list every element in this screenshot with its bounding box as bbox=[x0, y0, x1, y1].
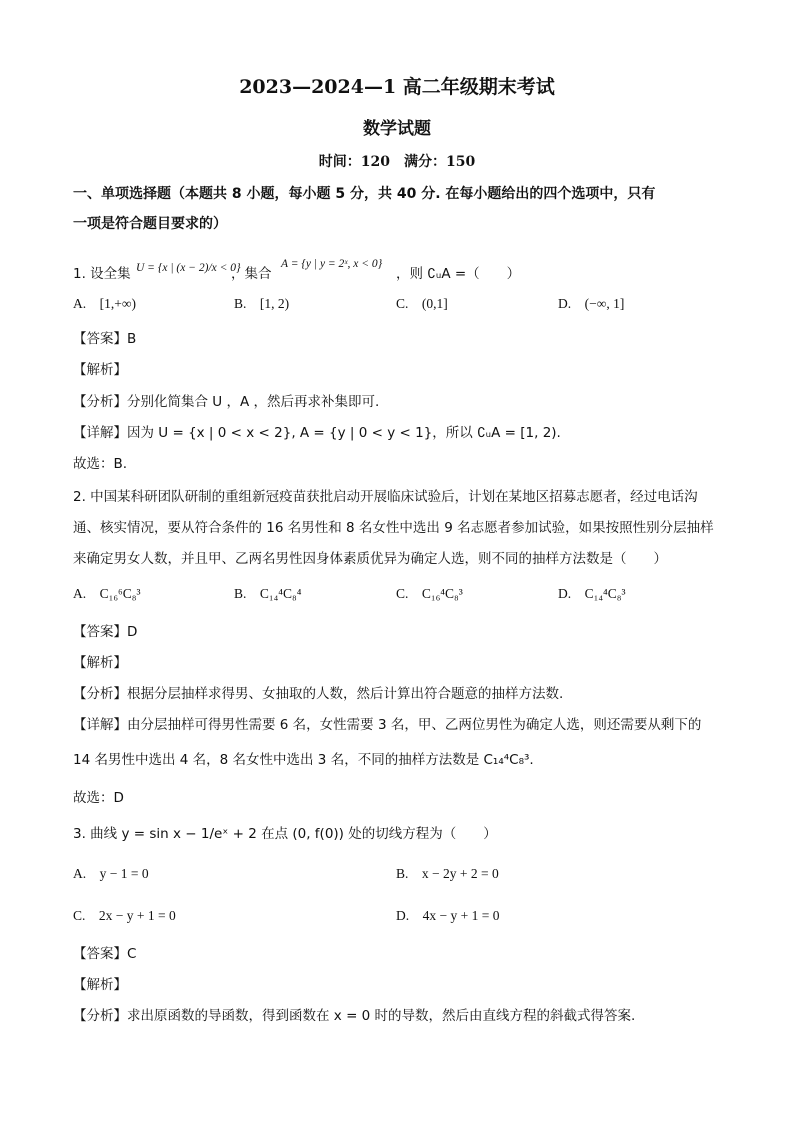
q2-xiangjie-line1: 【详解】由分层抽样可得男性需要 6 名，女性需要 3 名，甲、乙两位男性为确定人选，则还需要从剩下的 bbox=[73, 717, 702, 733]
section-heading-line1: 一、单项选择题（本题共 8 小题，每小题 5 分，共 40 分. 在每小题给出的四个选项中，只有 bbox=[73, 186, 656, 202]
q2-option-c: C. C₁₆⁴C₈³ bbox=[396, 586, 463, 601]
q1-option-c: C. (0,1] bbox=[396, 296, 448, 311]
q2-fenxi: 【分析】根据分层抽样求得男、女抽取的人数，然后计算出符合题意的抽样方法数. bbox=[73, 686, 564, 702]
q3-option-c: C. 2x − y + 1 = 0 bbox=[73, 908, 176, 923]
q1-analysis-label: 【解析】 bbox=[73, 362, 127, 378]
q1-fenxi: 【分析】分别化简集合 U ，A ，然后再求补集即可. bbox=[73, 394, 380, 410]
q2-stem-line2: 通、核实情况，要从符合条件的 16 名男性和 8 名女性中选出 9 名志愿者参加试验，如果按照性别分层抽样 bbox=[73, 520, 714, 536]
time-info: 时间：120 满分：150 bbox=[318, 154, 476, 170]
q3-answer: 【答案】C bbox=[73, 946, 137, 962]
q1-suffix: ，则 ∁ᵤA =（ ） bbox=[396, 266, 521, 282]
q2-option-a: A. C₁₆⁶C₈³ bbox=[73, 586, 141, 601]
q1-xiangjie: 【详解】因为 U = {x | 0 < x < 2}, A = {y | 0 < y < 1}，所以 ∁ᵤA = [1, 2). bbox=[73, 425, 561, 441]
section-heading-line2: 一项是符合题目要求的） bbox=[73, 216, 227, 232]
q1-option-a: A. [1,+∞) bbox=[73, 296, 136, 311]
q1-set-a: A = {y | y = 2ˣ, x < 0} bbox=[281, 258, 383, 270]
exam-title: 2023—2024—1 高二年级期末考试 bbox=[239, 76, 555, 98]
q1-answer: 【答案】B bbox=[73, 331, 137, 347]
q1-conclusion: 故选：B. bbox=[73, 456, 128, 472]
q2-xiangjie-line2: 14 名男性中选出 4 名，8 名女性中选出 3 名，不同的抽样方法数是 C₁₄⁴C₈³. bbox=[73, 752, 534, 768]
q1-mid-text: ，集合 bbox=[231, 266, 272, 282]
subject-title: 数学试题 bbox=[363, 119, 431, 139]
q2-option-d: D. C₁₄⁴C₈³ bbox=[558, 586, 626, 601]
q2-answer: 【答案】D bbox=[73, 624, 138, 640]
q2-stem-line1: 2. 中国某科研团队研制的重组新冠疫苗获批启动开展临床试验后，计划在某地区招募志愿者，经过电话沟 bbox=[73, 489, 698, 505]
q2-analysis-label: 【解析】 bbox=[73, 655, 127, 671]
q1-set-u: U = {x | (x − 2)/x < 0} bbox=[136, 262, 241, 274]
q3-option-a: A. y − 1 = 0 bbox=[73, 866, 149, 881]
q3-option-b: B. x − 2y + 2 = 0 bbox=[396, 866, 499, 881]
q2-option-b: B. C₁₄⁴C₈⁴ bbox=[234, 586, 302, 601]
q1-option-d: D. (−∞, 1] bbox=[558, 296, 625, 311]
q3-option-d: D. 4x − y + 1 = 0 bbox=[396, 908, 500, 923]
q1-option-b: B. [1, 2) bbox=[234, 296, 290, 311]
q1-prefix: 1. 设全集 bbox=[73, 266, 131, 282]
q3-analysis-label: 【解析】 bbox=[73, 977, 127, 993]
q2-stem-line3: 来确定男女人数，并且甲、乙两名男性因身体素质优异为确定人选，则不同的抽样方法数是（ ） bbox=[73, 551, 667, 567]
q3-stem: 3. 曲线 y = sin x − 1/eˣ + 2 在点 (0, f(0)) 处的切线方程为（ ） bbox=[73, 826, 497, 842]
q2-conclusion: 故选：D bbox=[73, 790, 124, 806]
q3-fenxi: 【分析】求出原函数的导函数，得到函数在 x = 0 时的导数，然后由直线方程的斜截式得答案. bbox=[73, 1008, 636, 1024]
